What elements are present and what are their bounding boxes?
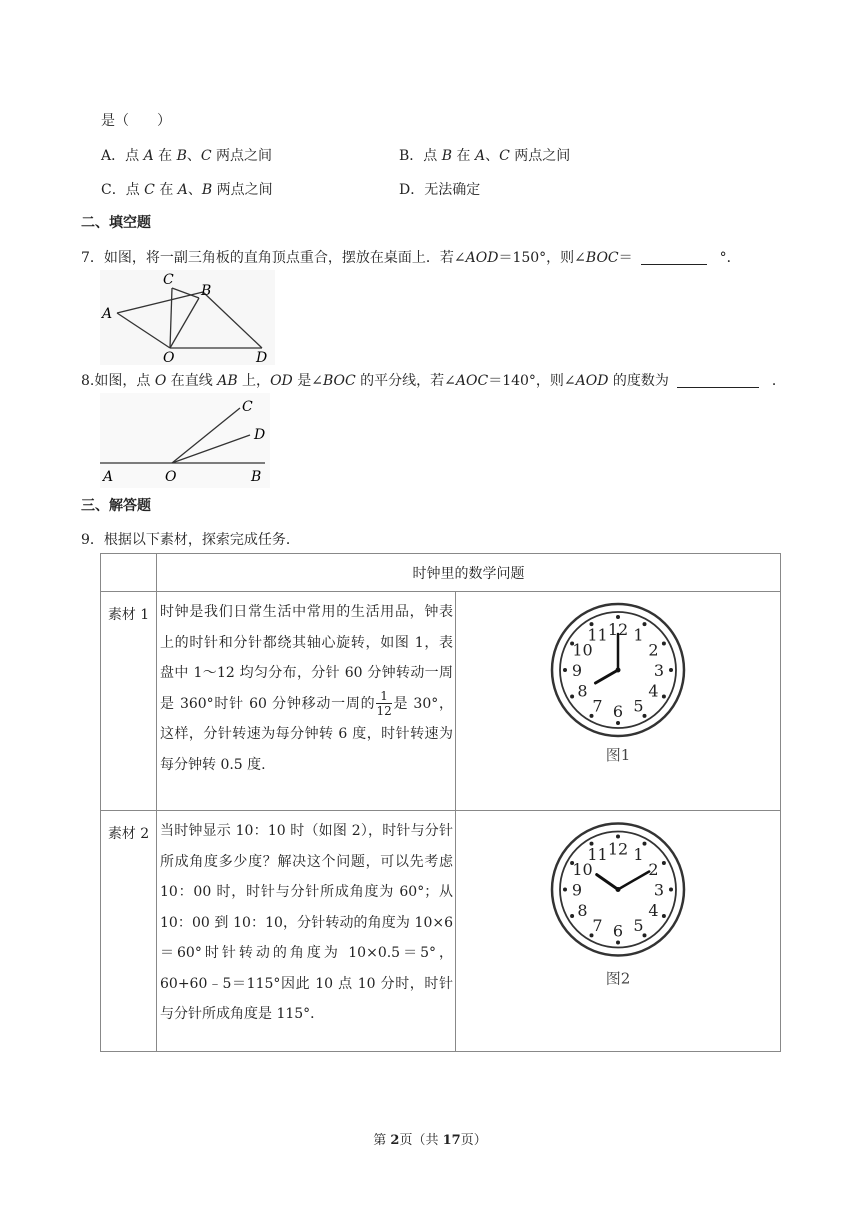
clock-tick <box>669 668 673 672</box>
clock-tick <box>616 941 620 945</box>
q7-label-d: D <box>256 350 268 365</box>
clock-number: 8 <box>577 901 588 920</box>
q6-option-a[interactable]: A．点 A 在 B、C 两点之间 <box>101 148 273 164</box>
q7-stem: 7．如图，将一副三角板的直角顶点重合，摆放在桌面上．若∠AOD＝150°，则∠BOC＝ °． <box>81 250 741 266</box>
clock-number: 3 <box>653 880 665 900</box>
clock-tick <box>563 668 567 672</box>
section-heading-solve: 三、解答题 <box>81 498 151 514</box>
clock-tick <box>616 615 620 619</box>
q7-label-c: C <box>163 272 174 288</box>
clock-number: 6 <box>612 702 624 721</box>
clock-number: 1 <box>633 625 644 645</box>
q6-option-b[interactable]: B．点 B 在 A、C 两点之间 <box>399 148 571 164</box>
clock-number: 1 <box>633 844 644 864</box>
clock-number: 2 <box>648 860 659 879</box>
q8-stem: 8.如图，点 O 在直线 AB 上，OD 是∠BOC 的平分线，若∠AOC＝140°，则∠AOD 的度数为 ． <box>81 373 786 389</box>
hour-hand <box>597 875 618 890</box>
clock-tick <box>616 721 620 725</box>
clock-tick <box>616 835 620 839</box>
clock-number: 11 <box>587 625 608 645</box>
q6-option-d[interactable]: D．无法确定 <box>399 182 481 198</box>
clock-number: 7 <box>592 696 603 716</box>
clock-tick <box>669 888 673 892</box>
material-2-text: 当时钟显示 10：10 时（如图 2），时针与分针所成角度多少度？解决这个问题，可以先考虑 10：00 时，时针与分针所成角度为 60°；从 10：00 到 10：10，分针转动的角度为 10×6＝60°时针转动的角度为 10×0.5＝5°，60+60﹣5＝115°因此 10 点 10 分时，时针与分针所成角度是 115°． <box>160 823 453 1022</box>
q7-figure <box>100 270 275 365</box>
clock-center <box>616 887 621 892</box>
clock-tick <box>662 695 666 699</box>
q8-label-o: O <box>165 469 177 485</box>
materials-table <box>100 553 781 1052</box>
q7-label-a: A <box>102 306 113 322</box>
material-1-text: 时钟是我们日常生活中常用的生活用品，钟表上的时针和分针都绕其轴心旋转，如图 1，表盘中 1～12 均匀分布，分针 60 分钟转动一周是 360°时针 60 分钟移动一周的 $\frac{1}{12}$ 是 30°，这样，分针转速为每分钟转 6 度，时针转速为每分钟转 0.5 度. <box>160 604 453 773</box>
q7-label-b: B <box>201 283 212 299</box>
clock-tick <box>662 861 666 865</box>
q8-answer-blank[interactable] <box>677 373 759 388</box>
clock-number: 5 <box>633 696 644 716</box>
section-heading-fill-blank: 二、填空题 <box>81 215 151 231</box>
q7-label-o: O <box>163 350 175 365</box>
clock-number: 9 <box>571 880 583 900</box>
clock-tick <box>570 914 574 918</box>
q8-label-b: B <box>251 469 262 485</box>
clock-number: 10 <box>572 640 593 660</box>
clock-tick <box>662 642 666 646</box>
material-1-label: 素材 1 <box>107 607 150 623</box>
clock-tick <box>570 695 574 699</box>
q6-stem-tail: 是（ ） <box>101 113 171 129</box>
clock-tick <box>563 888 567 892</box>
clock-number: 4 <box>648 901 659 920</box>
clock-number: 9 <box>571 661 583 680</box>
clock-figure-1 <box>548 602 688 767</box>
page-footer: 第 2页（共 17页） <box>373 1133 487 1148</box>
clock-number: 11 <box>587 844 608 864</box>
q8-label-c: C <box>242 399 253 415</box>
clock-number: 10 <box>572 860 593 879</box>
clock-number: 12 <box>607 839 629 859</box>
q9-stem: 9．根据以下素材，探索完成任务． <box>81 532 300 548</box>
clock-number: 5 <box>633 916 644 936</box>
clock-tick <box>662 914 666 918</box>
clock-number: 3 <box>653 661 665 680</box>
clock-number: 6 <box>612 921 624 941</box>
fraction-one-twelfth: $\frac{1}{12}$ <box>376 689 392 718</box>
clock-number: 2 <box>648 640 659 660</box>
clock-2-caption: 图2 <box>605 969 631 988</box>
hour-hand <box>595 670 618 683</box>
clock-number: 7 <box>592 916 603 936</box>
clock-number: 12 <box>607 620 629 639</box>
material-2-label: 素材 2 <box>107 826 150 842</box>
q6-option-c[interactable]: C．点 C 在 A、B 两点之间 <box>101 182 273 198</box>
q8-label-d: D <box>254 427 266 443</box>
q8-label-a: A <box>103 469 114 485</box>
clock-1-caption: 图1 <box>605 746 631 764</box>
q8-figure <box>100 393 270 488</box>
clock-center <box>616 668 621 673</box>
table-title: 时钟里的数学问题 <box>157 554 781 592</box>
q7-answer-blank[interactable] <box>641 250 707 265</box>
clock-figure-2 <box>548 819 688 989</box>
minute-hand <box>618 872 649 890</box>
clock-number: 8 <box>577 681 588 701</box>
clock-number: 4 <box>648 681 659 701</box>
